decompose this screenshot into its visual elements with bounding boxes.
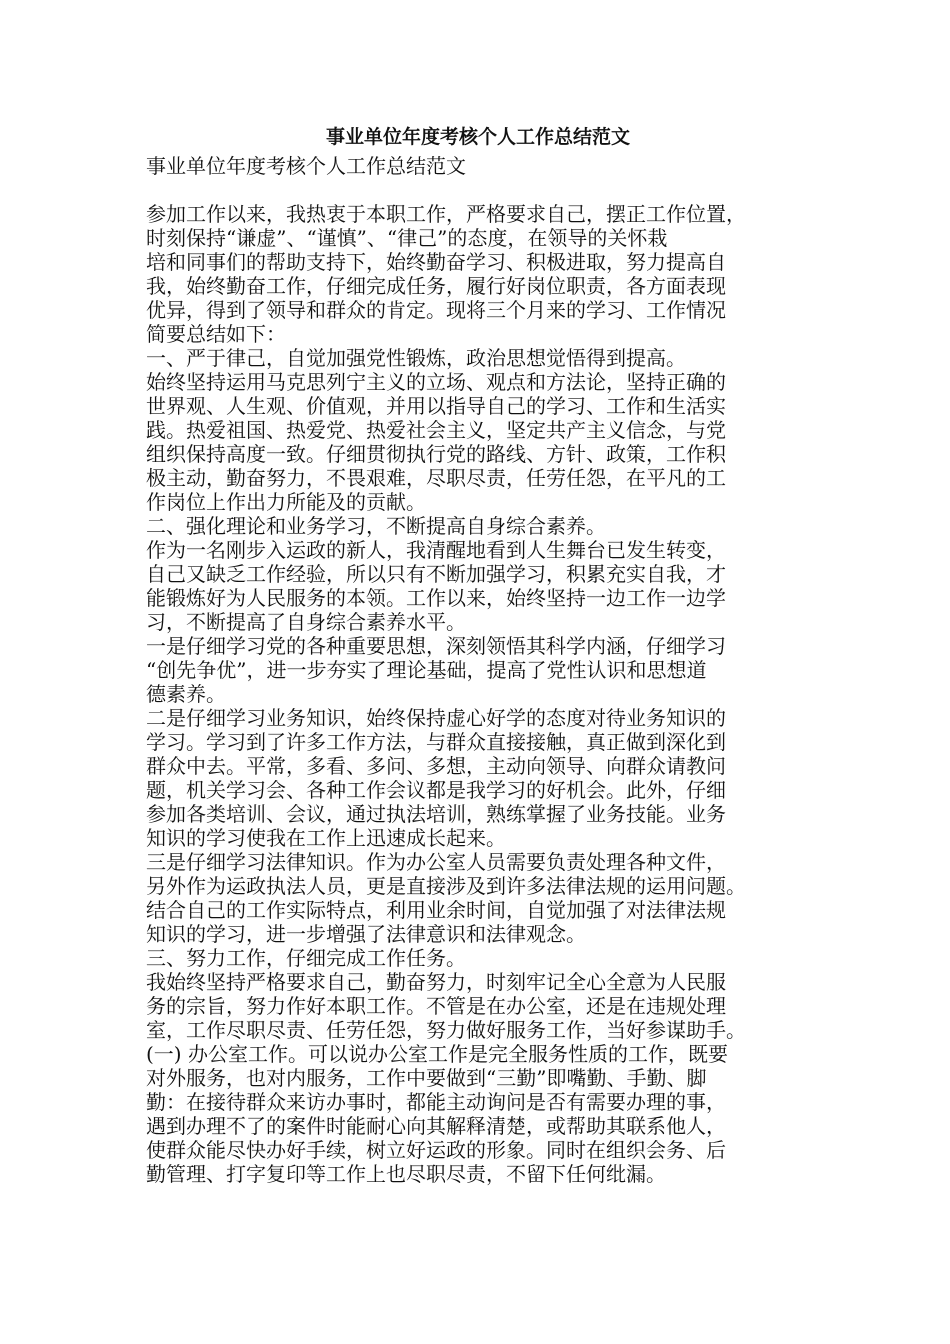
section-heading: 一、严于律己，自觉加强党性锻炼，政治思想觉悟得到提高。 <box>146 346 686 370</box>
text-line: 结合自己的工作实际特点，利用业余时间，自觉加强了对法律法规 <box>146 898 726 922</box>
section-heading: 二、强化理论和业务学习，不断提高自身综合素养。 <box>146 514 606 538</box>
text-line: 知识的学习使我在工作上迅速成长起来。 <box>146 826 506 850</box>
text-line: 德素养。 <box>146 682 226 706</box>
text-line: 知识的学习，进一步增强了法律意识和法律观念。 <box>146 922 586 946</box>
text-line: “创先争优”，进一步夯实了理论基础，提高了党性认识和思想道 <box>146 658 707 682</box>
text-line: 简要总结如下： <box>146 322 286 346</box>
text-line: 二是仔细学习业务知识，始终保持虚心好学的态度对待业务知识的 <box>146 706 726 730</box>
document-title: 事业单位年度考核个人工作总结范文 <box>325 126 630 148</box>
text-line: 三是仔细学习法律知识。作为办公室人员需要负责处理各种文件， <box>146 850 726 874</box>
text-line: 学习。学习到了许多工作方法，与群众直接接触，真正做到深化到 <box>146 730 726 754</box>
text-line: 世界观、人生观、价值观，并用以指导自己的学习、工作和生活实 <box>146 394 726 418</box>
document-body <box>146 120 810 1186</box>
text-line: 室，工作尽职尽责、任劳任怨，努力做好服务工作，当好参谋助手。 <box>146 1018 746 1042</box>
text-line: 践。热爱祖国、热爱党、热爱社会主义，坚定共产主义信念，与党 <box>146 418 726 442</box>
text-line: 使群众能尽快办好手续，树立好运政的形象。同时在组织会务、后 <box>146 1138 726 1162</box>
text-line: 参加各类培训、会议，通过执法培训，熟练掌握了业务技能。业务 <box>146 802 726 826</box>
text-line: 务的宗旨，努力作好本职工作。不管是在办公室，还是在违规处理 <box>146 994 726 1018</box>
text-line: 题，机关学习会、各种工作会议都是我学习的好机会。此外，仔细 <box>146 778 726 802</box>
blank-line <box>146 178 810 202</box>
text-line: 始终坚持运用马克思列宁主义的立场、观点和方法论，坚持正确的 <box>146 370 726 394</box>
text-line: 作为一名刚步入运政的新人，我清醒地看到人生舞台已发生转变， <box>146 538 726 562</box>
text-line: 我始终坚持严格要求自己，勤奋努力，时刻牢记全心全意为人民服 <box>146 970 726 994</box>
text-line: 参加工作以来，我热衷于本职工作，严格要求自己，摆正工作位置， <box>146 202 746 226</box>
text-line: 习，不断提高了自身综合素养水平。 <box>146 610 466 634</box>
text-line: 自己又缺乏工作经验，所以只有不断加强学习，积累充实自我，才 <box>146 562 726 586</box>
text-line: 能锻炼好为人民服务的本领。工作以来，始终坚持一边工作一边学 <box>146 586 726 610</box>
text-line: (一) 办公室工作。可以说办公室工作是完全服务性质的工作，既要 <box>146 1042 728 1066</box>
text-line: 作岗位上作出力所能及的贡献。 <box>146 490 426 514</box>
text-line: 勤：在接待群众来访办事时，都能主动询问是否有需要办理的事， <box>146 1090 726 1114</box>
text-line: 群众中去。平常，多看、多问、多想，主动向领导、向群众请教问 <box>146 754 726 778</box>
document-text <box>146 202 810 1186</box>
text-line: 我，始终勤奋工作，仔细完成任务，履行好岗位职责，各方面表现 <box>146 274 726 298</box>
text-line: 时刻保持“谦虚”、“谨慎”、“律己”的态度，在领导的关怀栽 <box>146 226 668 250</box>
section-heading: 三、努力工作，仔细完成工作任务。 <box>146 946 466 970</box>
text-line: 遇到办理不了的案件时能耐心向其解释清楚，或帮助其联系他人， <box>146 1114 726 1138</box>
text-line: 另外作为运政执法人员，更是直接涉及到许多法律法规的运用问题。 <box>146 874 746 898</box>
text-line: 勤管理、打字复印等工作上也尽职尽责，不留下任何纰漏。 <box>146 1162 666 1186</box>
text-line: 培和同事们的帮助支持下，始终勤奋学习、积极进取，努力提高自 <box>146 250 726 274</box>
text-line: 优异，得到了领导和群众的肯定。现将三个月来的学习、工作情况 <box>146 298 726 322</box>
text-line: 一是仔细学习党的各种重要思想，深刻领悟其科学内涵，仔细学习 <box>146 634 726 658</box>
text-line: 极主动，勤奋努力，不畏艰难，尽职尽责，任劳任怨，在平凡的工 <box>146 466 726 490</box>
text-line: 对外服务，也对内服务，工作中要做到“三勤”即嘴勤、手勤、脚 <box>146 1066 707 1090</box>
text-line: 组织保持高度一致。仔细贯彻执行党的路线、方针、政策，工作积 <box>146 442 726 466</box>
document-subtitle: 事业单位年度考核个人工作总结范文 <box>146 154 466 178</box>
